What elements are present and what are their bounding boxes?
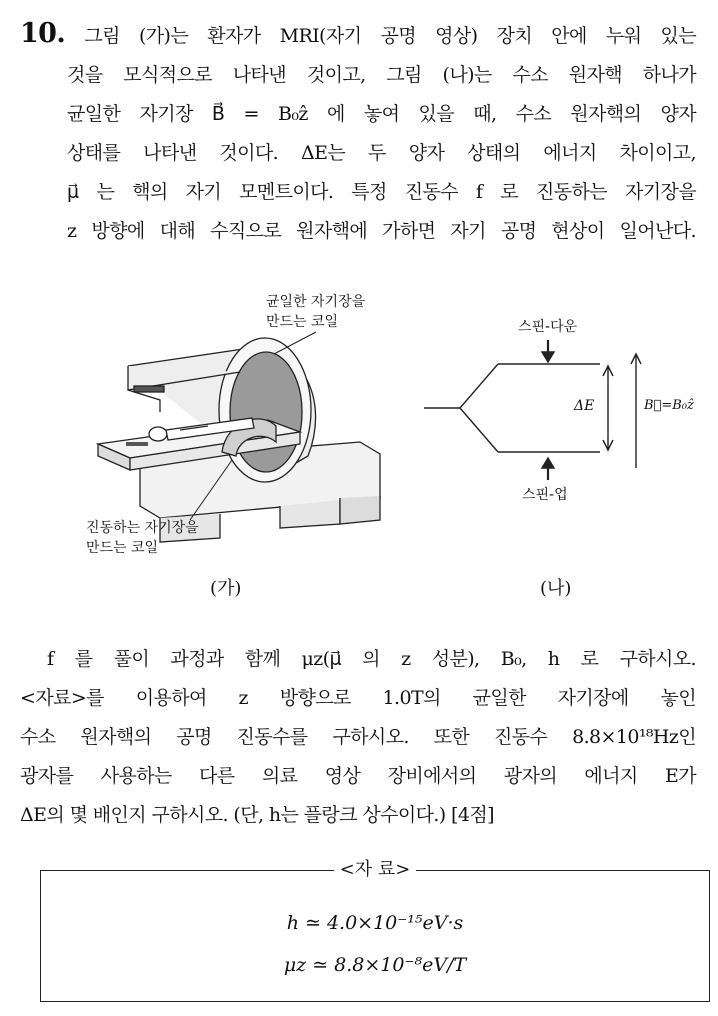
mri-machine-illustration — [98, 338, 380, 542]
intro-line-6: z 방향에 대해 수직으로 원자핵에 가하면 자기 공명 현상이 일어난다. — [67, 220, 696, 242]
delta-e-label: ΔE — [574, 398, 595, 414]
energy-level-diagram — [424, 340, 641, 480]
uniform-field-coil-label-line1: 균일한 자기장을 — [266, 294, 366, 310]
intro-line-2: 것을 모식적으로 나타낸 것이고, 그림 (나)는 수소 원자핵 하나가 — [67, 64, 696, 86]
formula-planck: h ≃ 4.0×10⁻¹⁵eV·s — [286, 912, 464, 934]
question-line-3: 수소 원자핵의 공명 진동수를 구하시오. 또한 진동수 8.8×10¹⁸Hz인 — [20, 726, 696, 748]
figure-drawings — [40, 292, 700, 612]
uniform-field-coil-label — [266, 292, 365, 332]
question-line-1: f 를 풀이 과정과 함께 μz(μ⃗ 의 z 성분), B₀, h 로 구하시오. — [47, 648, 696, 670]
question-line-2: <자료>를 이용하여 z 방향으로 1.0T의 균일한 자기장에 놓인 — [20, 687, 696, 709]
question-line-5: ΔE의 몇 배인지 구하시오. (단, h는 플랑크 상수이다.) [4점] — [20, 804, 494, 826]
question-line-4: 광자를 사용하는 다른 의료 영상 장비에서의 광자의 에너지 E가 — [20, 765, 696, 787]
split-line-lower — [460, 408, 498, 452]
field-label: B⃗=B₀ẑ — [644, 398, 694, 413]
spin-up-arrow-head — [542, 458, 554, 468]
problem-intro — [20, 14, 696, 251]
spin-down-label: 스핀-다운 — [518, 319, 578, 335]
data-box-title — [40, 858, 710, 882]
oscillating-field-coil-label — [86, 518, 199, 558]
oscillating-field-coil-label-line1: 진동하는 자기장을 — [86, 520, 199, 536]
figure-a-caption: (가) — [210, 578, 242, 599]
figure-b-caption: (나) — [540, 578, 572, 599]
uniform-field-coil-label-line2: 만드는 코일 — [266, 314, 339, 330]
split-line-upper — [460, 364, 498, 408]
intro-line-4: 상태를 나타낸 것이다. ΔE는 두 양자 상태의 에너지 차이이고, — [67, 142, 696, 164]
formula-magnetic-moment: μz ≃ 8.8×10⁻⁸eV/T — [283, 954, 467, 976]
spin-up-label: 스핀-업 — [522, 487, 568, 503]
intro-line-3: 균일한 자기장 B⃗ = B₀ẑ 에 놓여 있을 때, 수소 원자핵의 양자 — [67, 103, 696, 125]
intro-line-1-text: 그림 (가)는 환자가 MRI(자기 공명 영상) 장치 안에 누워 있는 — [84, 25, 696, 47]
intro-line-1 — [20, 14, 696, 56]
question-number: 10. — [20, 18, 66, 49]
intro-line-5: μ⃗ 는 핵의 자기 모멘트이다. 특정 진동수 f 로 진동하는 자기장을 — [67, 181, 696, 203]
spin-down-arrow-head — [542, 352, 554, 362]
oscillating-field-coil-label-line2: 만드는 코일 — [86, 540, 159, 556]
problem-question — [20, 640, 696, 835]
data-box-frame — [40, 870, 710, 1002]
data-box — [40, 846, 710, 1002]
data-box-title-text: <자 료> — [334, 859, 417, 880]
figure-area — [40, 292, 700, 612]
